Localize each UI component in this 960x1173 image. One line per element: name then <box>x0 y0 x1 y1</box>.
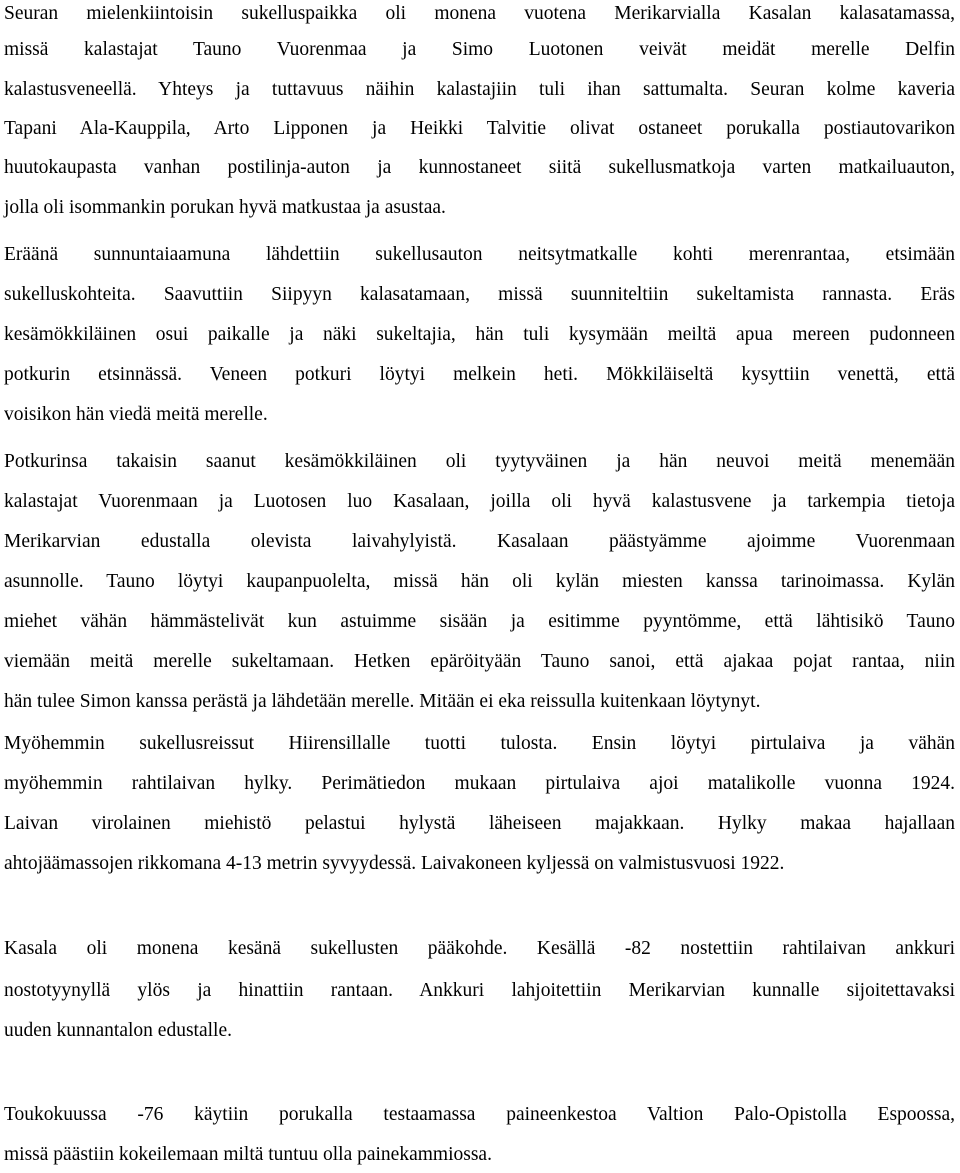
text-line: missä kalastajat Tauno Vuorenmaa ja Simo Luotonen veivät meidät merelle Delfin <box>4 39 955 60</box>
text-line: myöhemmin rahtilaivan hylky. Perimätiedon mukaan pirtulaiva ajoi matalikolle vuonna 1924. <box>4 773 955 794</box>
text-line: Myöhemmin sukellusreissut Hiirensillalle tuotti tulosta. Ensin löytyi pirtulaiva ja vähän <box>4 733 955 754</box>
text-line: nostotyynyllä ylös ja hinattiin rantaan. Ankkuri lahjoitettiin Merikarvian kunnalle sijoitettavaksi <box>4 980 955 1001</box>
text-line: hän tulee Simon kanssa perästä ja lähdetään merelle. Mitään ei eka reissulla kuitenkaan löytynyt. <box>4 691 761 712</box>
text-line: Potkurinsa takaisin saanut kesämökkiläinen oli tyytyväinen ja hän neuvoi meitä menemään <box>4 451 955 472</box>
text-line: missä päästiin kokeilemaan miltä tuntuu olla painekammiossa. <box>4 1144 492 1165</box>
text-line: Kasala oli monena kesänä sukellusten pääkohde. Kesällä -82 nostettiin rahtilaivan ankkuri <box>4 938 955 959</box>
text-line: kalastusveneellä. Yhteys ja tuttavuus näihin kalastajiin tuli ihan sattumalta. Seuran kolme kaveria <box>4 79 955 100</box>
text-line: miehet vähän hämmästelivät kun astuimme sisään ja esitimme pyyntömme, että lähtisikö Tauno <box>4 611 955 632</box>
text-line: uuden kunnantalon edustalle. <box>4 1020 232 1041</box>
text-line: kalastajat Vuorenmaan ja Luotosen luo Kasalaan, joilla oli hyvä kalastusvene ja tarkempia tietoja <box>4 491 955 512</box>
text-line: ahtojäämassojen rikkomana 4-13 metrin syvyydessä. Laivakoneen kyljessä on valmistusvuosi 1922. <box>4 853 785 874</box>
text-line: kesämökkiläinen osui paikalle ja näki sukeltajia, hän tuli kysymään meiltä apua mereen pudonneen <box>4 324 955 345</box>
text-line: sukelluskohteita. Saavuttiin Siipyyn kalasatamaan, missä suunniteltiin sukeltamista rannasta. Eräs <box>4 284 955 305</box>
text-line: viemään meitä merelle sukeltamaan. Hetken epäröityään Tauno sanoi, että ajakaa pojat rantaa, niin <box>4 651 955 672</box>
text-line: jolla oli isommankin porukan hyvä matkustaa ja asustaa. <box>4 197 446 218</box>
text-line: Merikarvian edustalla olevista laivahylyistä. Kasalaan päästyämme ajoimme Vuorenmaan <box>4 531 955 552</box>
text-line: Toukokuussa -76 käytiin porukalla testaamassa paineenkestoa Valtion Palo-Opistolla Espoossa, <box>4 1104 955 1125</box>
text-line: Eräänä sunnuntaiaamuna lähdettiin sukellusauton neitsytmatkalle kohti merenrantaa, etsimään <box>4 244 955 265</box>
text-line: Seuran mielenkiintoisin sukelluspaikka oli monena vuotena Merikarvialla Kasalan kalasatamassa, <box>4 3 955 24</box>
text-line: huutokaupasta vanhan postilinja-auton ja kunnostaneet siitä sukellusmatkoja varten matkailuauton, <box>4 157 955 178</box>
text-line: voisikon hän viedä meitä merelle. <box>4 404 268 425</box>
text-line: Laivan virolainen miehistö pelastui hylystä läheiseen majakkaan. Hylky makaa hajallaan <box>4 813 955 834</box>
text-line: Tapani Ala-Kauppila, Arto Lipponen ja Heikki Talvitie olivat ostaneet porukalla postiautovarikon <box>4 118 955 139</box>
text-line: potkurin etsinnässä. Veneen potkuri löytyi melkein heti. Mökkiläiseltä kysyttiin venettä, että <box>4 364 955 385</box>
text-line: asunnolle. Tauno löytyi kaupanpuolelta, missä hän oli kylän miesten kanssa tarinoimassa. Kylän <box>4 571 955 592</box>
